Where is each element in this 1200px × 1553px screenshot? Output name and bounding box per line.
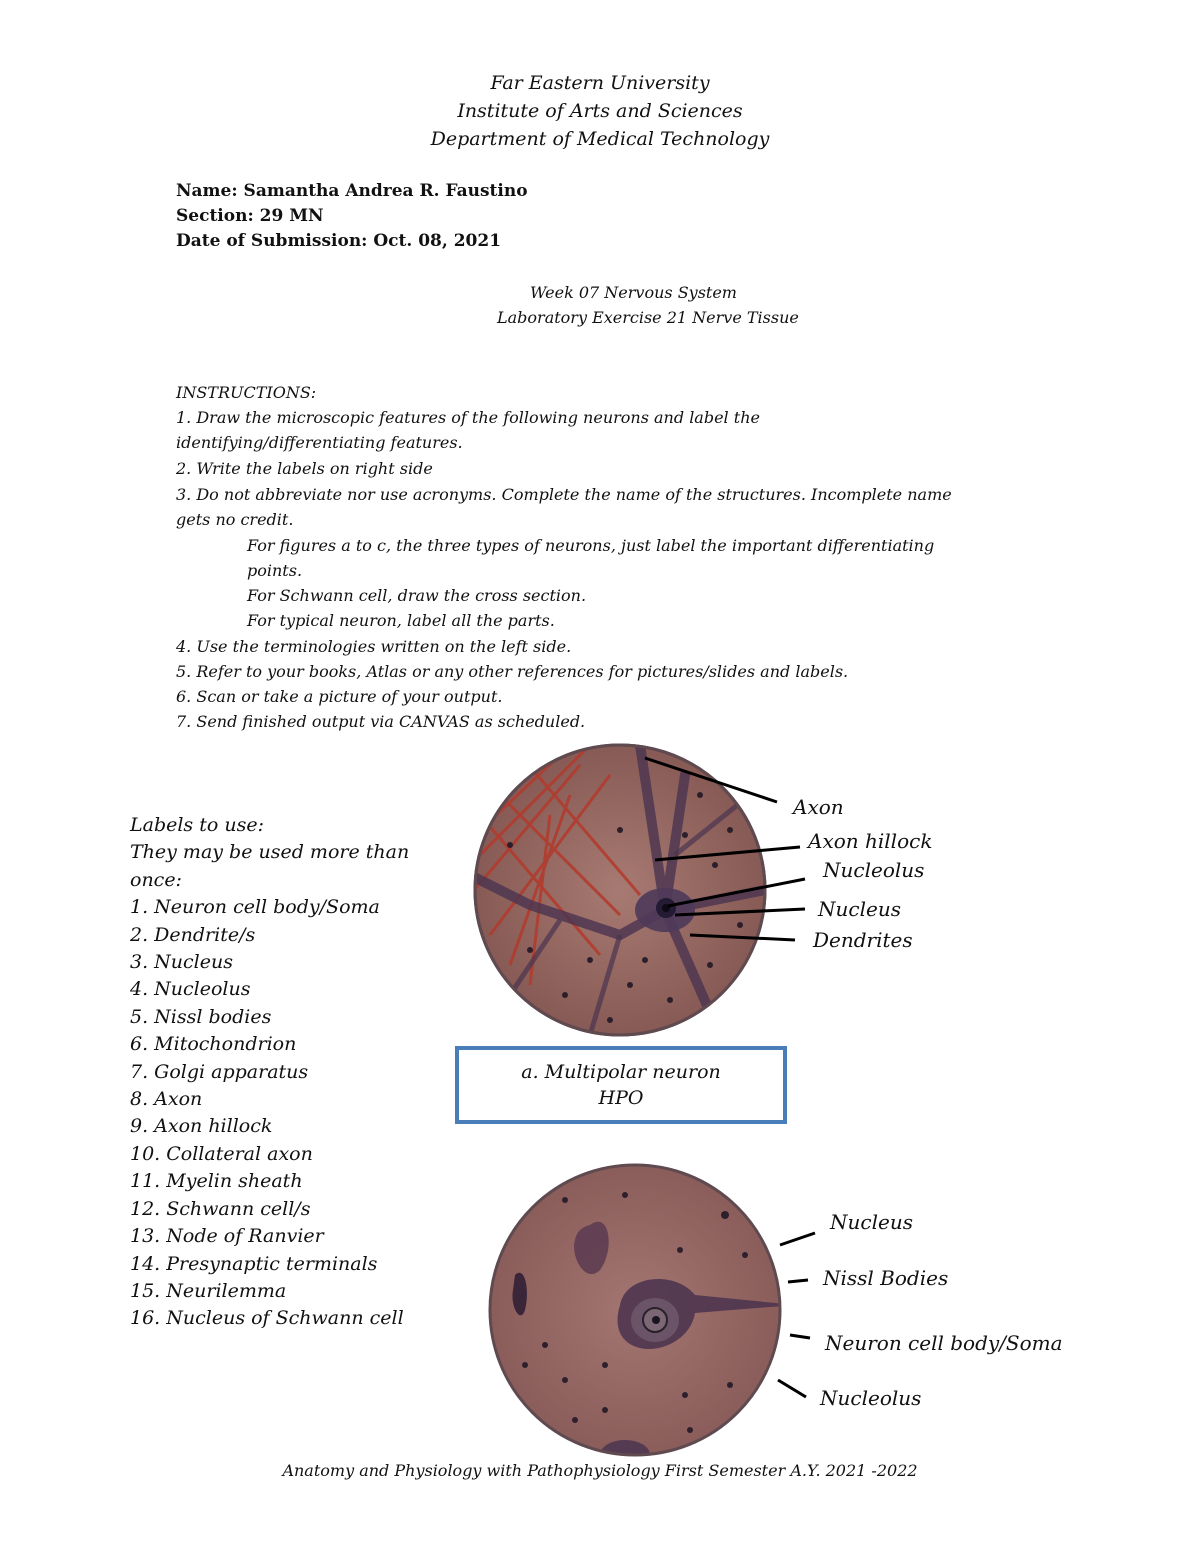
labels-heading-note: They may be used more than [130, 841, 410, 864]
instruction-1: 1. Draw the microscopic features of the following neurons and label the [176, 408, 760, 427]
label-item: 4. Nucleolus [130, 978, 251, 1001]
figure-b-label-nissl-bodies: Nissl Bodies [823, 1266, 949, 1290]
figure-a-label-nucleus: Nucleus [818, 897, 901, 921]
label-item: 1. Neuron cell body/Soma [130, 896, 380, 919]
submission-date: Date of Submission: Oct. 08, 2021 [176, 231, 502, 251]
label-item: 3. Nucleus [130, 951, 233, 974]
label-item: 9. Axon hillock [130, 1115, 273, 1138]
labels-heading: Labels to use: [130, 814, 264, 836]
instruction-sub-1-cont: points. [247, 561, 303, 580]
label-item: 8. Axon [130, 1088, 203, 1111]
instruction-4: 4. Use the terminologies written on the left side. [176, 637, 572, 656]
department-name: Department of Medical Technology [430, 128, 770, 150]
university-name: Far Eastern University [490, 72, 710, 94]
instruction-2: 2. Write the labels on right side [176, 459, 433, 478]
instruction-3: 3. Do not abbreviate nor use acronyms. Complete the name of the structures. Incomplete name [176, 485, 952, 504]
neuron-soma-drawing [485, 1155, 795, 1465]
instruction-5: 5. Refer to your books, Atlas or any other references for pictures/slides and labels. [176, 662, 849, 681]
label-item: 10. Collateral axon [130, 1142, 313, 1165]
instruction-6: 6. Scan or take a picture of your output. [176, 687, 503, 706]
figure-a-label-nucleolus: Nucleolus [823, 858, 925, 882]
label-item: 5. Nissl bodies [130, 1005, 272, 1028]
student-section: Section: 29 MN [176, 206, 324, 226]
label-item: 12. Schwann cell/s [130, 1197, 311, 1220]
labels-heading-note-cont: once: [130, 868, 182, 891]
figure-b-label-nucleus: Nucleus [830, 1210, 913, 1234]
figure-a-label-axon: Axon [793, 795, 844, 819]
instruction-3-cont: gets no credit. [176, 510, 294, 529]
label-item: 11. Myelin sheath [130, 1170, 303, 1193]
week-title: Week 07 Nervous System [530, 283, 737, 302]
label-item: 7. Golgi apparatus [130, 1060, 309, 1083]
instructions-title: INSTRUCTIONS: [176, 383, 317, 402]
figure-b-label-soma: Neuron cell body/Soma [825, 1331, 1063, 1355]
figure-b-label-nucleolus: Nucleolus [820, 1386, 922, 1410]
instruction-1-cont: identifying/differentiating features. [176, 433, 463, 452]
page-footer: Anatomy and Physiology with Pathophysiology First Semester A.Y. 2021 -2022 [282, 1461, 918, 1480]
figure-a-caption-magnification: HPO [598, 1087, 644, 1109]
instruction-sub-2: For Schwann cell, draw the cross section. [247, 586, 587, 605]
label-item: 14. Presynaptic terminals [130, 1252, 378, 1275]
student-name: Name: Samantha Andrea R. Faustino [176, 181, 528, 201]
label-item: 13. Node of Ranvier [130, 1225, 324, 1248]
institute-name: Institute of Arts and Sciences [457, 100, 743, 122]
figure-a-label-axon-hillock: Axon hillock [808, 829, 933, 853]
label-item: 2. Dendrite/s [130, 923, 256, 946]
figure-a-label-dendrites: Dendrites [813, 928, 913, 952]
figure-a-caption-title: a. Multipolar neuron [521, 1061, 721, 1083]
label-item: 15. Neurilemma [130, 1279, 287, 1302]
lab-title: Laboratory Exercise 21 Nerve Tissue [497, 308, 799, 327]
instruction-7: 7. Send finished output via CANVAS as scheduled. [176, 712, 586, 731]
figure-a-caption [455, 1046, 787, 1124]
label-item: 6. Mitochondrion [130, 1033, 297, 1056]
label-item: 16. Nucleus of Schwann cell [130, 1307, 404, 1330]
instruction-sub-1: For figures a to c, the three types of neurons, just label the important differentiating [247, 536, 935, 555]
instruction-sub-3: For typical neuron, label all the parts. [247, 611, 555, 630]
